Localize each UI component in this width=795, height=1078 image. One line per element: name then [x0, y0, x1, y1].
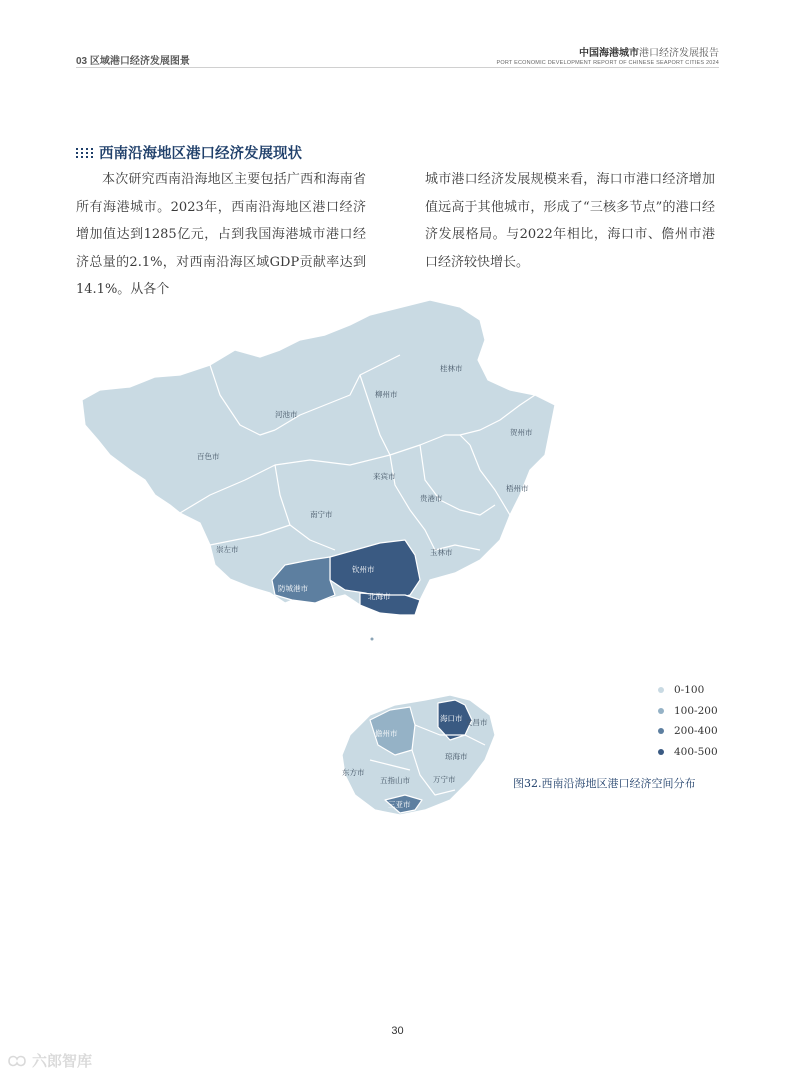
label-wenchang: 文昌市	[465, 718, 488, 727]
report-title-rest: 港口经济发展报告	[639, 48, 719, 59]
legend-label: 400-500	[674, 745, 718, 758]
report-header	[497, 44, 719, 66]
label-hechi: 河池市	[275, 410, 298, 419]
legend-item	[658, 680, 718, 701]
section-title-text: 西南沿海地区港口经济发展现状	[99, 145, 302, 162]
label-sanya: 三亚市	[388, 800, 411, 809]
legend-label: 100-200	[674, 704, 718, 717]
label-hezhou: 贺州市	[510, 428, 533, 437]
legend-item	[658, 701, 718, 722]
label-wuzhishan: 五指山市	[380, 776, 410, 785]
paragraph-right: 城市港口经济发展规模来看，海口市港口经济增加值远高于其他城市，形成了“三核多节点”的港口经济发展格局。与2022年相比，海口市、儋州市港口经济较快增长。	[425, 172, 715, 270]
report-title-bold: 中国海港城市	[579, 48, 639, 59]
dots-icon	[76, 148, 94, 158]
label-beihai: 北海市	[368, 592, 391, 601]
map-legend	[658, 680, 718, 762]
legend-item	[658, 742, 718, 763]
watermark	[6, 1050, 92, 1071]
watermark-logo-icon	[6, 1053, 28, 1069]
header-divider	[76, 67, 719, 68]
label-chongzuo: 崇左市	[216, 545, 239, 554]
label-dongfang: 东方市	[342, 768, 365, 777]
legend-item	[658, 721, 718, 742]
label-liuzhou: 柳州市	[375, 390, 398, 399]
label-baise: 百色市	[197, 452, 220, 461]
body-text-right	[425, 166, 715, 276]
report-title	[497, 44, 719, 59]
label-guilin: 桂林市	[440, 364, 463, 373]
page-number: 30	[391, 1025, 404, 1037]
label-wuzhou: 梧州市	[506, 484, 529, 493]
figure-caption: 图32.西南沿海地区港口经济空间分布	[513, 777, 696, 790]
section-header: 03 区域港口经济发展图景	[76, 56, 190, 67]
label-yulin: 玉林市	[430, 548, 453, 557]
watermark-text: 六郎智库	[32, 1053, 93, 1070]
legend-dot-icon	[658, 687, 664, 693]
label-qionghai: 琼海市	[445, 752, 468, 761]
body-text-left	[76, 166, 366, 304]
paragraph-left: 本次研究西南沿海地区主要包括广西和海南省所有海港城市。2023年，西南沿海地区港口经济增加值达到1285亿元，占到我国海港城市港口经济总量的2.1%，对西南沿海区域GDP贡献率达到14.1%。从各个	[76, 172, 366, 297]
label-laibin: 来宾市	[373, 472, 396, 481]
legend-dot-icon	[658, 708, 664, 714]
label-wanning: 万宁市	[433, 775, 456, 784]
label-danzhou: 儋州市	[375, 729, 398, 738]
report-subtitle: PORT ECONOMIC DEVELOPMENT REPORT OF CHINESE SEAPORT CITIES 2024	[496, 60, 719, 66]
label-fangchenggang: 防城港市	[278, 584, 308, 593]
label-guigang: 贵港市	[420, 494, 443, 503]
label-nanning: 南宁市	[310, 510, 333, 519]
region-map	[60, 295, 560, 835]
section-title	[76, 142, 302, 163]
hainan-region	[342, 695, 495, 815]
legend-dot-icon	[658, 749, 664, 755]
legend-dot-icon	[658, 728, 664, 734]
legend-label: 0-100	[674, 684, 705, 697]
label-qinzhou: 钦州市	[352, 565, 375, 574]
label-haikou: 海口市	[440, 714, 463, 723]
legend-label: 200-400	[674, 725, 718, 738]
